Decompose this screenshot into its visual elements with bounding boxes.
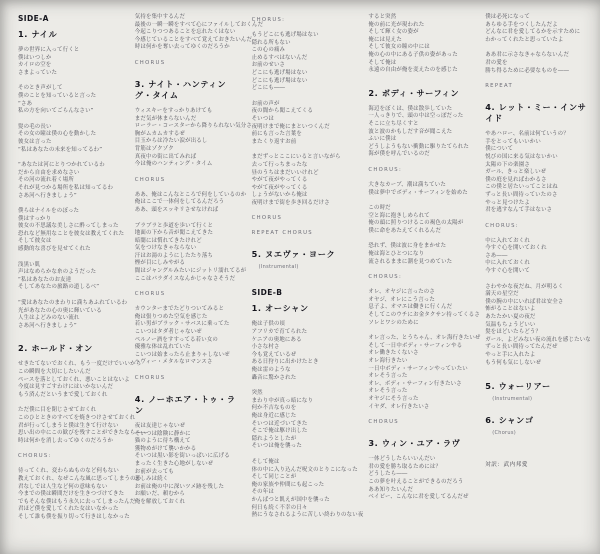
lyric-line: 悦びの国に来る気はないかい (485, 153, 558, 160)
lyric-line: 俺は雷のような (251, 367, 291, 374)
lyric-line: イヤダ、オレ行きたいさ (368, 403, 430, 410)
lyric-line: この僕と居たいってことはね (485, 184, 558, 191)
lyric-line: 今は俺のハンティング・タイム (134, 161, 213, 168)
lyric-line: こいつは始まったら止まりゃしないぜ (134, 351, 230, 358)
lyric-line: 今までの僕は瞬間だけを生きつづけてきた (18, 491, 125, 498)
lyric-line: またくり返すお前 (251, 138, 297, 145)
lyrics-columns (18, 14, 592, 548)
lyric-line: ガール、よどみない夜の流れを感じたいな (485, 336, 591, 343)
lyric-line: オヤジにそう言った (368, 395, 419, 402)
lyric-line: 俺には見えた (368, 36, 402, 43)
lyric-line: 声はなめらかな糸のようだった (18, 269, 97, 276)
lyric-line: “あなたは河にとりつかれているわ (18, 162, 105, 169)
track-title: 5. ヌエヴァ・ヨーク (251, 249, 336, 260)
lyric-line: 轟音に驚かされた (251, 374, 297, 381)
lyric-line: そして俺は (251, 458, 280, 465)
lyric-line: 俺を解放しておくれ (134, 498, 186, 505)
lyric-line: オレ言った、とうちゃん、オレ海行きたいぜ (368, 335, 481, 342)
lyric-line: 真夜中の街に出てみれば (134, 153, 197, 160)
lyric-line: そして俺は (368, 59, 397, 66)
lyric-line: ああ君に示さなきゃならないんだ (485, 52, 570, 59)
lyric-line: そしてあなたの旅路の道しるべ” (18, 284, 100, 291)
lyric-line: もう何も気にしないぜ (485, 359, 542, 366)
lyric-line: さあ―― (485, 252, 508, 259)
lyric-line: ああ、頭をスッキリさせなければ (134, 206, 219, 213)
lyric-line: 体の中に入り込んだ呪文のとりこになった (251, 466, 358, 473)
lyric-line: 夢の世界に入って行くと (18, 47, 80, 53)
track-title: 6. シャンゴ (485, 415, 534, 426)
lyric-line: あらゆる手をつくしたんだよ (485, 21, 558, 28)
lyric-line: そして一日中ボディ・サーフィンやる (368, 342, 463, 349)
lyric-line: そいつは (251, 115, 274, 122)
lyric-line: 一日中ボディ・サーフィンやっていたい (368, 365, 468, 372)
lyric-stanza (18, 468, 142, 521)
lyric-line: 止めるすべはないんだ (251, 54, 308, 61)
chorus-label: CHORUS: (251, 17, 286, 23)
lyric-line: 気持を集中するんだ (134, 14, 186, 20)
lyric-line: だから自由を求めなさい (18, 169, 80, 176)
lyric-line: 僕らはナイルをのぼった (18, 208, 80, 215)
lyric-stanza (368, 335, 481, 411)
lyric-stanza (251, 458, 364, 520)
lyric-line: 優雅な体は乱れていた (134, 344, 191, 351)
lyric-line: その年は (251, 489, 274, 496)
lyric-line: カイロの空を (18, 62, 52, 69)
lyric-line: オレ、オヤジに言ったのさ (368, 289, 435, 296)
lyric-line: さあ河へ行きましょう” (18, 192, 77, 199)
lyric-line: そして彼女の瞳の中には (368, 44, 430, 51)
chorus-label: REPEAT (485, 83, 514, 90)
lyric-line: ペルノー酒をすすってる若い女の (134, 336, 219, 343)
lyric-line: 君ほど僕を愛してくれた女はいなかった (18, 506, 119, 513)
translation-credit: 対訳：武内邦愛 (485, 462, 528, 469)
lyric-line: 夜明けまで街を歩き回るだけさ (251, 199, 330, 206)
lyric-stanza (135, 306, 242, 367)
lyric-line: 夜は友達じゃないぜ (134, 423, 186, 429)
lyric-stanza (18, 85, 125, 115)
lyric-line: 俺の心の中にある子供の姿があった (368, 51, 458, 58)
lyric-line: オレそう言った (368, 373, 408, 380)
lyric-line: そして誰も僕を振り切って行きはしなかった (18, 513, 130, 520)
side-heading: SIDE-B (251, 288, 283, 298)
lyric-line: やがて夜がやってくる (251, 177, 308, 184)
lyric-line: もうどこにも逃げ場はない (251, 32, 319, 38)
lyric-line: 私の方を向いてごらんなさい” (18, 108, 94, 115)
lyric-line: 海が僕を呼んでいるのだ (368, 151, 430, 158)
lyric-stanza (485, 284, 592, 368)
lyric-line: 感動的な喜びを見せてくれた (18, 246, 91, 253)
lyric-stanza (252, 390, 359, 451)
lyric-line: ヘヴィー・メタルなロマンスさ (134, 359, 213, 366)
lyric-line: 地面の下から音が聞こえてきた (134, 230, 214, 237)
lyric-line: お願いだ、頼むから (134, 491, 186, 498)
lyric-line: 太陽の下の楽園さ (485, 161, 530, 168)
lyric-line: アフリカで育てられた (251, 329, 308, 336)
lyric-line: 君の愛を勝ち取るためには？ (368, 463, 442, 470)
lyric-line: “さあ (18, 100, 33, 107)
chorus-label: CHORUS (134, 176, 166, 183)
lyric-line: 大きなカーブ、潮は満ちていた (368, 181, 446, 188)
lyric-line: 彼女は言った (18, 138, 52, 145)
lyric-line: 君を逃すなんて手はないさ (485, 207, 553, 214)
lyric-line: 今すぐ心を開いて (485, 268, 530, 275)
lyric-line: 猫のように待ち構えて (134, 438, 191, 445)
lyric-line: 俺の前に光が現われた (368, 21, 425, 28)
lyric-line: さあ河へ行きましょう” (18, 322, 77, 329)
lyric-line: しょうがないから俺は (251, 192, 308, 199)
lyric-line: 俺は海とひとつになり (368, 251, 425, 258)
lyric-stanza (485, 238, 592, 276)
lyric-line: こいつはタダ者じゃないぜ (134, 329, 202, 336)
lyric-line: 俺は張りつめた空気を感じた (134, 313, 208, 320)
lyric-line: お前の声が (251, 100, 280, 107)
lyric-line: お前のせいさ (251, 62, 286, 69)
lyric-stanza (18, 361, 142, 399)
lyric-line: そのとき声がして (18, 85, 63, 92)
track-title: 2. ボディ・サーフィン (368, 87, 460, 98)
lyric-line: 俺はここで一体何をしてるんだろう (134, 199, 225, 206)
lyric-line: 闇はジャングルみたいにジットリ濡れてるが (134, 268, 247, 275)
lyric-line: そして輝く女の姿が (368, 29, 419, 36)
lyric-line: どこにも逃げ場はない (251, 69, 308, 76)
lyric-line: そこに立ち尽くすと (368, 120, 419, 127)
lyric-line: そいつは俺を襲った (251, 443, 302, 450)
lyric-line: 俺の頭に照りつけるこの褐色の太陽が (368, 220, 464, 227)
lyric-line: 君なしでは人生など何の意味もない (18, 483, 108, 490)
lyric-line: このひとときのすべてを焼きつけさせておくれ (18, 414, 136, 421)
lyric-line: ふいに僕は (368, 136, 397, 143)
lyric-line: もう済んだというまで愛しておくれ (18, 391, 108, 398)
track-title: 1. オーシャン (251, 303, 309, 314)
lyrics-column-4 (368, 14, 481, 548)
lyric-line: 気をつけなきゃならない (134, 245, 197, 252)
lyric-stanza (18, 47, 125, 77)
lyric-line: 恐れなど無用なことを彼女は教えてくれた (18, 230, 125, 237)
lyric-stanza (134, 191, 247, 215)
lyric-line: “私はあなたの未来を知ってるわ” (18, 146, 103, 153)
lyric-line: まだずっとここにいると言いながら (251, 154, 341, 161)
lyric-line: それが見つかる場所を私は知ってるわ (18, 184, 114, 191)
lyric-line: ベイビー、こんなに君を愛してるんだぜ (368, 494, 469, 501)
lyric-stanza (485, 131, 592, 215)
lyric-line: オヤジ、オレにこう言った (368, 296, 435, 303)
lyric-line: やっと手に入れたよ (485, 352, 536, 358)
lyric-line: オレ働きたくないさ (368, 350, 419, 357)
lyric-line: その女の瞳は僕の心を動かした (18, 131, 97, 138)
lyric-line: 僕は必死になって (485, 14, 530, 20)
lyric-line: 僕に命をあたえてくれるんだ (368, 227, 442, 234)
lyric-stanza (18, 162, 125, 200)
lyric-line: 気温もちょうどいい (485, 321, 536, 328)
lyric-stanza (18, 262, 125, 292)
lyric-line: 去って行っちまったな (251, 161, 308, 168)
lyric-line: 目玉からは冷たい涙が出るし (134, 138, 208, 145)
chorus-label: CHORUS: (368, 274, 403, 281)
lyric-line: 君の愛を (485, 59, 508, 66)
lyric-line: 僕の庭を見ればわかるさ (485, 176, 547, 183)
lyrics-column-1 (18, 14, 147, 548)
lyric-line: 息子よ、オマエは働きに行くんだ (368, 304, 453, 311)
lyric-line: そいつは陰険に静かに (134, 430, 191, 437)
lyric-line: その河の流れ着く場所 (18, 177, 74, 184)
lyric-line: 君が行ってしまうと僕は生きて行けない (18, 422, 119, 429)
lyric-line: 一人っきりで、頭の中は空っぽだった (368, 113, 464, 120)
track-note: (Instrumental) (492, 396, 533, 403)
lyric-line: 僕は夢中でボディ・サーフィンを始めた (368, 189, 468, 196)
lyric-line: 何か不吉なものを (251, 405, 297, 412)
lyric-line: 突然 (251, 390, 263, 397)
lyric-line: ソレとワシのために (368, 319, 419, 326)
lyric-line: 浅黒い肌 (18, 261, 41, 268)
lyrics-column-3 (251, 14, 364, 548)
lyric-line: すると突然 (368, 14, 397, 20)
lyric-line: お前は俺の中に深いツメ跡を残した (134, 483, 225, 490)
lyric-line: お前が去っても (134, 468, 174, 475)
lyric-line: ああ、俺はこんなところで何をしているのか (134, 191, 247, 198)
lyric-stanza (134, 107, 252, 169)
lyric-line: この夢を叶えることができるのだろう (368, 478, 464, 485)
lyric-stanza (18, 208, 125, 254)
lyric-line: 思い出の中にこの歓びを残すことができたなら―― (18, 430, 147, 437)
lyric-line: 煙が目にしみやがる (134, 260, 186, 267)
lyric-line: そいつは近づいてきた (251, 420, 308, 427)
lyric-line: やがて夜がやってくる (251, 184, 308, 191)
chorus-label: CHORUS (134, 59, 166, 66)
lyric-line: 海辺をぼくは、僕は散歩していた (368, 105, 453, 112)
lyric-line: ここはパラダイスなんかじゃなさそうだ (134, 275, 236, 282)
track-note: (Instrumental) (258, 264, 299, 271)
track-title: 3. ウィン・ユア・ラヴ (368, 438, 461, 449)
lyric-line: わかってくれたと思っていたよ (485, 36, 564, 43)
lyric-line: まわり中が真っ暗になり (251, 397, 314, 404)
lyric-line: 昼のうちはまだいいけれど (251, 169, 319, 176)
lyric-line: そいつは黒い影を街いっぱいに広げる (134, 453, 230, 460)
lyric-line: ケニアの奥地にある (251, 336, 302, 343)
lyric-line: まったく生きた心地がしないぜ (134, 460, 214, 467)
lyric-stanza (252, 32, 359, 93)
lyric-line: この時だ (368, 205, 391, 212)
lyric-line: 教えておくれ、なぜこんな風に思ってしまうのか (18, 475, 142, 482)
lyric-line: 俺は身近に感じた (251, 413, 297, 419)
lyric-line: そこで俺は駆け出した (251, 428, 308, 435)
lyric-line: “私はあなたのお友達 (18, 276, 72, 283)
lyric-stanza (135, 423, 242, 507)
chorus-label: CHORUS (368, 419, 399, 426)
track-title: 3. ナイト・ハンティング・タイム (134, 78, 227, 100)
lyric-line: 満天の星空だ (485, 291, 519, 298)
lyric-line: “愛はあなたのまわりに満ちあふれているわ (18, 300, 128, 307)
lyric-line: 若い男がブラック・サバスに乗ってた (134, 321, 230, 328)
lyric-line: この心の痛み (251, 47, 286, 54)
lyric-line: 暗闇には慣れてきたけれど (134, 237, 202, 244)
lyric-line: そして同じことが (251, 474, 297, 481)
lyric-line: カウンターまでたどりついてみると (134, 306, 225, 313)
track-title: 1. ナイル (18, 29, 58, 39)
lyric-stanza (368, 243, 475, 266)
lyric-line: あたたかい夏の夜だ (485, 314, 536, 321)
chorus-label: CHORUS (134, 375, 166, 381)
lyric-line: 永遠の自由が俺を変えたのを感じた (368, 67, 458, 74)
lyric-stanza (252, 154, 359, 207)
track-title: 4. レット・ミー・インサイド (485, 102, 587, 124)
lyric-line: ある日狩りに出かけたとき (251, 359, 319, 366)
lyric-line: 今も覚えているぜ (251, 351, 297, 358)
lyric-line: 髪の毛の長い (18, 123, 52, 130)
lyric-stanza (485, 52, 592, 75)
lyric-line: 背筋はゾクゾク (134, 145, 174, 152)
lyric-line: 僕のことを知っていると言った (18, 92, 97, 99)
lyric-line: 夜の闇から聞こえてくる (251, 108, 314, 115)
lyric-line: ずっと長い間待っていたのさ (485, 191, 558, 198)
lyric-line: そしてこのウチにお金タクサン持ってくるさ (368, 312, 480, 319)
lyric-stanza (252, 321, 359, 382)
lyric-line: 僕はすっかり (18, 215, 52, 222)
lyric-stanza (368, 456, 475, 502)
chorus-label: CHORUS (251, 215, 283, 222)
lyric-line: 汗はお湯のようにしたたり落ち (134, 252, 214, 259)
lyric-line: 流されるままに潮を見つめていた (368, 258, 453, 265)
lyric-line: 波と波のかもしだす音が聞こえた (368, 128, 453, 135)
lyric-line: 隠れようとしたが (251, 435, 297, 442)
lyric-line: ブラブラと歩道を歩いて行くと (134, 222, 214, 229)
lyric-line: ただ僕に目を閉じさせておくれ (18, 407, 97, 414)
lyric-line: 手をとってもいいかい (485, 138, 541, 145)
lyric-line: でもそんな僕はもう永久に去ってしまったんだ (18, 498, 136, 505)
lyric-line: やっと見つけたよ (485, 199, 530, 206)
lyric-stanza (485, 14, 592, 44)
lyric-line: 俺の家族や仲間にも起こった (251, 481, 325, 488)
lyric-line: ずっと長い間待ってたんだぜ (485, 344, 558, 351)
lyric-line: どうしようもない衝動に駆りたてられた (368, 143, 470, 150)
lyric-stanza (134, 222, 247, 284)
lyric-line: 今感じていることをすべて覚えておきたいんだ (134, 36, 253, 43)
side-heading: SIDE-A (18, 14, 49, 23)
lyric-stanza (368, 182, 475, 197)
lyric-line: ああ知りたいんだ (368, 486, 414, 493)
lyric-line: ガール、きっと楽しいぜ (485, 169, 547, 176)
lyric-line: 人生はよどみのない流れ (18, 315, 80, 322)
lyric-line: そして彼女は (18, 238, 52, 245)
lyric-line: 夜明けまで俺にまといつくんだ (251, 123, 330, 130)
lyric-line: どんなに君を愛してるかを示すために (485, 29, 581, 36)
lyric-line: オレ、ボディ・サーフィン行きたいさ (368, 380, 462, 387)
lyric-line: 胸がムカムカするぜ (134, 130, 185, 137)
lyric-line: せきたてないでおくれ、もう一度だけでいいから (18, 361, 142, 368)
lyrics-column-5 (485, 14, 592, 548)
chorus-label: REPEAT CHORUS (251, 230, 313, 237)
lyric-line: 今起こりつつあることを忘れたくはない (134, 29, 236, 36)
lyric-line: 僕はいつしか (18, 54, 52, 61)
lyric-line: 最後の一瞬一瞬をすべて心にファイルしておくんだ (134, 21, 264, 28)
lyric-stanza (18, 407, 147, 445)
lyric-line: 怖がることはないよ (485, 306, 536, 313)
lyric-line: ローラー・コースターから降りられない気分さ (134, 123, 252, 130)
lyric-line: オレそう言った (368, 388, 408, 395)
lyric-line: 俺は子供の頃 (251, 321, 286, 328)
lyric-line: どこにも―― (251, 85, 286, 92)
lyric-line: さわやかな夜だね、月が明るく (485, 283, 564, 290)
lyric-line: 待ってくれ、変わらぬものなど何もない (18, 468, 119, 475)
chorus-label: CHORUS: (368, 166, 403, 173)
lyric-line: 熱にうなされるように苦しい終わりのない夜 (251, 512, 364, 519)
lyric-stanza (18, 124, 125, 154)
lyric-line: ペースを落としておくれ、悪いことはないよ (18, 376, 130, 383)
lyric-stanza (18, 300, 128, 330)
lyric-line: 勝ち得るために必要なものを―― (485, 67, 570, 74)
track-title: 4. ノーホエア・トゥ・ラン (134, 394, 236, 415)
lyric-line: 時は何かを消し去ってゆくのだろうか (18, 437, 114, 444)
lyric-line: 今度は見すごすわけにはいかないんだ (18, 384, 114, 391)
chorus-label: CHORUS: (485, 222, 519, 229)
lyric-line: 僕について (485, 146, 514, 153)
chorus-label: CHORUS: (18, 453, 52, 460)
lyric-line: 時は何かを奪い去ってゆくのだろうか (134, 44, 230, 51)
lyric-line: やあハロー、名前は何ていうの？ (485, 131, 569, 138)
lyric-line: 光があなたの心の奥に輝いている (18, 307, 102, 314)
track-title: 2. ホールド・オン (18, 343, 93, 354)
lyric-line: オレ海行きたい (368, 358, 408, 364)
lyric-line: 中に入れておくれ (485, 260, 530, 267)
lyric-stanza (134, 14, 264, 52)
lyric-stanza (368, 14, 475, 75)
lyric-line: 中に入れておくれ (485, 237, 530, 244)
lyric-line: 今すぐ心を開いておくれ (485, 245, 547, 252)
lyric-line: この瞬間を大切にしたいんだ (18, 369, 91, 375)
track-title: 5. ウォーリアー (485, 381, 551, 392)
lyric-line: 隠れる所もない (251, 39, 291, 46)
track-note: (Chorus) (492, 430, 517, 437)
lyric-line: 小さな村さ (251, 344, 280, 351)
lyric-line: 一体どうしたらいいんだい (368, 456, 436, 463)
lyric-line: さまよっていた (18, 69, 58, 76)
lyric-line: まだ気が休まらないんだ (134, 115, 197, 122)
lyric-stanza (368, 205, 475, 235)
lyric-line: 何日も続く不幸の日々 (251, 504, 308, 511)
lyric-line: 悲しみは続く (134, 476, 169, 483)
lyric-line: 髪をほどいたらどう？ (485, 329, 542, 336)
lyric-stanza (368, 289, 480, 327)
lyric-line: どうしたら―― (368, 471, 408, 478)
lyric-line: 彼女の不思議な美しさに酔ってしまった (18, 223, 119, 230)
lyric-line: どこにも逃げ場はない (251, 77, 308, 84)
lyric-stanza (252, 101, 359, 147)
lyric-stanza (368, 106, 475, 159)
lyric-line: 空と海に抱きしめられて (368, 212, 430, 219)
lyric-line: かんばつと飢えが国中を襲った (251, 496, 330, 503)
lyric-line: 獲物めがけて襲いかかる (134, 445, 197, 452)
lyric-line: 前にも言った言葉を (251, 131, 302, 138)
lyric-line: 恐れず、僕は波に身をまかせた (368, 243, 447, 250)
lyric-line: 僕の腕の中にいれば君は安全さ (485, 298, 564, 305)
lyric-line: ウィスキーをすっかりあけても (134, 107, 213, 114)
chorus-label: CHORUS (134, 291, 166, 298)
